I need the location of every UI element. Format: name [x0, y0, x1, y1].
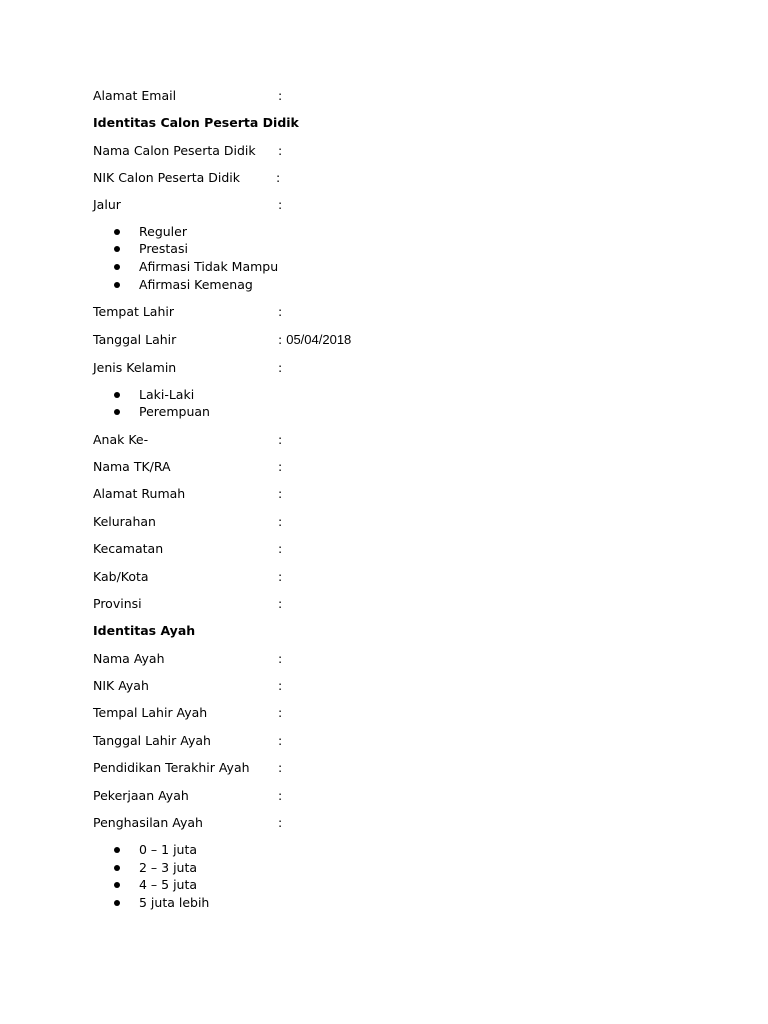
penghasilan-option: 0 – 1 juta	[139, 842, 198, 857]
pekerjaan-ayah-label: Pekerjaan Ayah	[93, 788, 189, 803]
bullet-icon	[114, 229, 120, 235]
nama-tk-label: Nama TK/RA	[93, 459, 171, 474]
alamat-email-colon: :	[278, 88, 283, 103]
tanggal-lahir-value: 05/04/2018	[286, 332, 352, 347]
anak-ke-colon: :	[278, 432, 283, 447]
nik-calon-colon: :	[276, 170, 281, 185]
pendidikan-ayah-colon: :	[278, 760, 283, 775]
alamat-rumah-colon: :	[278, 486, 283, 501]
provinsi-label: Provinsi	[93, 596, 142, 611]
tanggal-lahir-field	[278, 332, 351, 348]
anak-ke-label: Anak Ke-	[93, 432, 149, 447]
kelurahan-colon: :	[278, 514, 283, 529]
penghasilan-option: 4 – 5 juta	[139, 877, 198, 892]
bullet-icon	[114, 900, 120, 906]
section-heading-calon: Identitas Calon Peserta Didik	[93, 115, 299, 130]
nama-calon-colon: :	[278, 143, 283, 158]
penghasilan-option: 5 juta lebih	[139, 895, 210, 910]
tanggal-lahir-ayah-label: Tanggal Lahir Ayah	[93, 733, 211, 748]
bullet-icon	[114, 847, 120, 853]
tempat-lahir-ayah-label: Tempal Lahir Ayah	[93, 705, 208, 720]
tempat-lahir-label: Tempat Lahir	[93, 304, 175, 319]
jalur-option: Afirmasi Kemenag	[139, 277, 253, 292]
jalur-colon: :	[278, 197, 283, 212]
jenis-kelamin-label: Jenis Kelamin	[93, 360, 177, 375]
bullet-icon	[114, 246, 120, 252]
bullet-icon	[114, 264, 120, 270]
jalur-label: Jalur	[93, 197, 121, 212]
jalur-option: Reguler	[139, 224, 187, 239]
alamat-rumah-label: Alamat Rumah	[93, 486, 186, 501]
nama-calon-label: Nama Calon Peserta Didik	[93, 143, 256, 158]
penghasilan-ayah-label: Penghasilan Ayah	[93, 815, 203, 830]
jalur-option: Prestasi	[139, 241, 188, 256]
provinsi-colon: :	[278, 596, 283, 611]
tempat-lahir-ayah-colon: :	[278, 705, 283, 720]
section-heading-ayah: Identitas Ayah	[93, 623, 196, 638]
nama-tk-colon: :	[278, 459, 283, 474]
bullet-icon	[114, 409, 120, 415]
kelurahan-label: Kelurahan	[93, 514, 156, 529]
tanggal-lahir-colon: :	[278, 332, 283, 347]
nama-ayah-colon: :	[278, 651, 283, 666]
jenis-kelamin-colon: :	[278, 360, 283, 375]
bullet-icon	[114, 882, 120, 888]
bullet-icon	[114, 392, 120, 398]
nik-ayah-colon: :	[278, 678, 283, 693]
tanggal-lahir-ayah-colon: :	[278, 733, 283, 748]
kab-kota-colon: :	[278, 569, 283, 584]
jalur-option: Afirmasi Tidak Mampu	[139, 259, 279, 274]
bullet-icon	[114, 865, 120, 871]
kecamatan-label: Kecamatan	[93, 541, 164, 556]
penghasilan-option: 2 – 3 juta	[139, 860, 198, 875]
pekerjaan-ayah-colon: :	[278, 788, 283, 803]
jenis-kelamin-option: Laki-Laki	[139, 387, 195, 402]
kecamatan-colon: :	[278, 541, 283, 556]
jenis-kelamin-option: Perempuan	[139, 404, 210, 419]
alamat-email-label: Alamat Email	[93, 88, 177, 103]
bullet-icon	[114, 282, 120, 288]
kab-kota-label: Kab/Kota	[93, 569, 149, 584]
nik-ayah-label: NIK Ayah	[93, 678, 149, 693]
penghasilan-ayah-colon: :	[278, 815, 283, 830]
nama-ayah-label: Nama Ayah	[93, 651, 165, 666]
pendidikan-ayah-label: Pendidikan Terakhir Ayah	[93, 760, 250, 775]
tanggal-lahir-label: Tanggal Lahir	[93, 332, 177, 347]
nik-calon-label: NIK Calon Peserta Didik	[93, 170, 241, 185]
tempat-lahir-colon: :	[278, 304, 283, 319]
